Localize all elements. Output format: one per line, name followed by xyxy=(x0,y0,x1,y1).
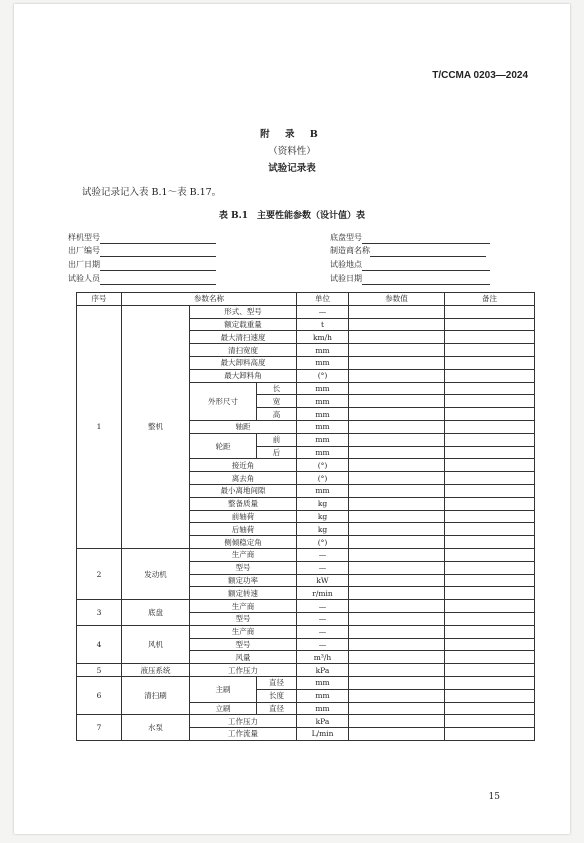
param-unit: t xyxy=(297,318,349,331)
remark-cell[interactable] xyxy=(445,433,535,446)
remark-cell[interactable] xyxy=(445,587,535,600)
param-name: 最大卸料角 xyxy=(190,369,297,382)
subgroup-name: 外形尺寸 xyxy=(190,382,257,420)
param-name: 最大卸料高度 xyxy=(190,356,297,369)
group-name: 底盘 xyxy=(122,600,190,626)
param-name: 直径 xyxy=(257,702,297,715)
remark-cell[interactable] xyxy=(445,318,535,331)
document-page xyxy=(14,4,570,834)
param-unit: mm xyxy=(297,382,349,395)
value-cell[interactable] xyxy=(349,459,445,472)
value-cell[interactable] xyxy=(349,369,445,382)
value-cell[interactable] xyxy=(349,548,445,561)
value-cell[interactable] xyxy=(349,587,445,600)
group-name: 清扫刷 xyxy=(122,676,190,714)
remark-cell[interactable] xyxy=(445,344,535,357)
table-row xyxy=(77,625,535,638)
param-name: 后 xyxy=(257,446,297,459)
remark-cell[interactable] xyxy=(445,395,535,408)
remark-cell[interactable] xyxy=(445,548,535,561)
remark-cell[interactable] xyxy=(445,356,535,369)
param-unit: — xyxy=(297,638,349,651)
param-name: 轴距 xyxy=(190,420,297,433)
value-cell[interactable] xyxy=(349,715,445,728)
value-cell[interactable] xyxy=(349,446,445,459)
remark-cell[interactable] xyxy=(445,676,535,689)
param-unit: mm xyxy=(297,356,349,369)
remark-cell[interactable] xyxy=(445,446,535,459)
remark-cell[interactable] xyxy=(445,574,535,587)
appendix-name: 试验记录表 xyxy=(268,163,316,174)
param-name: 额定载重量 xyxy=(190,318,297,331)
group-no: 7 xyxy=(77,715,122,741)
remark-cell[interactable] xyxy=(445,331,535,344)
appendix-title: 附 录 B xyxy=(260,129,324,140)
value-cell[interactable] xyxy=(349,318,445,331)
value-cell[interactable] xyxy=(349,664,445,677)
param-unit: L/min xyxy=(297,728,349,741)
param-unit: (°) xyxy=(297,459,349,472)
group-no: 6 xyxy=(77,676,122,714)
appendix-nature: （资料性） xyxy=(268,146,316,157)
param-name: 长度 xyxy=(257,689,297,702)
subgroup-name: 轮距 xyxy=(190,433,257,459)
parameter-table xyxy=(76,292,535,741)
param-name: 最大清扫速度 xyxy=(190,331,297,344)
value-cell[interactable] xyxy=(349,638,445,651)
value-cell[interactable] xyxy=(349,408,445,421)
header-value: 参数值 xyxy=(349,293,445,306)
field-line[interactable] xyxy=(362,261,490,271)
param-name: 额定功率 xyxy=(190,574,297,587)
value-cell[interactable] xyxy=(349,728,445,741)
value-cell[interactable] xyxy=(349,536,445,549)
remark-cell[interactable] xyxy=(445,484,535,497)
table-row xyxy=(77,715,535,728)
param-name: 额定转速 xyxy=(190,587,297,600)
param-name: 工作压力 xyxy=(190,664,297,677)
param-name: 型号 xyxy=(190,638,297,651)
remark-cell[interactable] xyxy=(445,369,535,382)
field-line[interactable] xyxy=(362,275,490,285)
param-name: 最小离地间隙 xyxy=(190,484,297,497)
param-name: 高 xyxy=(257,408,297,421)
value-cell[interactable] xyxy=(349,344,445,357)
table-header-row xyxy=(77,293,535,306)
param-unit: (°) xyxy=(297,369,349,382)
table-row xyxy=(77,548,535,561)
param-name: 清扫宽度 xyxy=(190,344,297,357)
value-cell[interactable] xyxy=(349,574,445,587)
field-manufacture-date: 出厂日期 xyxy=(68,259,216,271)
value-cell[interactable] xyxy=(349,382,445,395)
intro-text: 试验记录记入表 B.1～表 B.17。 xyxy=(82,187,222,198)
param-name: 接近角 xyxy=(190,459,297,472)
param-unit: — xyxy=(297,548,349,561)
remark-cell[interactable] xyxy=(445,523,535,536)
param-unit: km/h xyxy=(297,331,349,344)
param-name: 生产商 xyxy=(190,625,297,638)
value-cell[interactable] xyxy=(349,523,445,536)
remark-cell[interactable] xyxy=(445,728,535,741)
param-unit: mm xyxy=(297,676,349,689)
group-name: 液压系统 xyxy=(122,664,190,677)
field-serial-number: 出厂编号 xyxy=(68,245,216,257)
param-unit: — xyxy=(297,600,349,613)
group-no: 5 xyxy=(77,664,122,677)
param-name: 型号 xyxy=(190,612,297,625)
param-name: 风量 xyxy=(190,651,297,664)
param-unit: — xyxy=(297,305,349,318)
field-chassis-model: 底盘型号 xyxy=(330,232,490,244)
param-name: 后轴荷 xyxy=(190,523,297,536)
param-name: 前轴荷 xyxy=(190,510,297,523)
param-unit: kW xyxy=(297,574,349,587)
value-cell[interactable] xyxy=(349,472,445,485)
param-unit: kg xyxy=(297,510,349,523)
table-row xyxy=(77,600,535,613)
value-cell[interactable] xyxy=(349,702,445,715)
field-test-location: 试验地点 xyxy=(330,259,490,271)
remark-cell[interactable] xyxy=(445,612,535,625)
param-unit: mm xyxy=(297,433,349,446)
remark-cell[interactable] xyxy=(445,638,535,651)
param-unit: (°) xyxy=(297,536,349,549)
param-name: 型号 xyxy=(190,561,297,574)
group-no: 3 xyxy=(77,600,122,626)
group-name: 整机 xyxy=(122,305,190,548)
remark-cell[interactable] xyxy=(445,382,535,395)
value-cell[interactable] xyxy=(349,600,445,613)
header-remark: 备注 xyxy=(445,293,535,306)
param-unit: mm xyxy=(297,446,349,459)
param-name: 工作流量 xyxy=(190,728,297,741)
standard-code: T/CCMA 0203—2024 xyxy=(432,70,528,81)
group-name: 水泵 xyxy=(122,715,190,741)
param-unit: kg xyxy=(297,497,349,510)
value-cell[interactable] xyxy=(349,331,445,344)
group-no: 4 xyxy=(77,625,122,663)
value-cell[interactable] xyxy=(349,420,445,433)
remark-cell[interactable] xyxy=(445,536,535,549)
param-name: 前 xyxy=(257,433,297,446)
field-line[interactable] xyxy=(100,247,216,257)
value-cell[interactable] xyxy=(349,305,445,318)
param-unit: kg xyxy=(297,523,349,536)
remark-cell[interactable] xyxy=(445,600,535,613)
value-cell[interactable] xyxy=(349,651,445,664)
param-unit: mm xyxy=(297,408,349,421)
param-unit: — xyxy=(297,625,349,638)
param-unit: kPa xyxy=(297,715,349,728)
header-param-name: 参数名称 xyxy=(122,293,297,306)
param-name: 宽 xyxy=(257,395,297,408)
param-name: 长 xyxy=(257,382,297,395)
param-unit: kPa xyxy=(297,664,349,677)
value-cell[interactable] xyxy=(349,676,445,689)
table-row xyxy=(77,676,535,689)
remark-cell[interactable] xyxy=(445,497,535,510)
param-unit: — xyxy=(297,561,349,574)
field-line[interactable] xyxy=(100,275,216,285)
field-test-date: 试验日期 xyxy=(330,273,490,285)
header-no: 序号 xyxy=(77,293,122,306)
param-unit: (°) xyxy=(297,472,349,485)
remark-cell[interactable] xyxy=(445,420,535,433)
table-row xyxy=(77,664,535,677)
remark-cell[interactable] xyxy=(445,459,535,472)
value-cell[interactable] xyxy=(349,612,445,625)
group-no: 2 xyxy=(77,548,122,599)
param-name: 形式、型号 xyxy=(190,305,297,318)
remark-cell[interactable] xyxy=(445,561,535,574)
field-line[interactable] xyxy=(370,247,486,257)
remark-cell[interactable] xyxy=(445,702,535,715)
table-caption: 表 B.1 主要性能参数（设计值）表 xyxy=(218,211,366,221)
remark-cell[interactable] xyxy=(445,472,535,485)
remark-cell[interactable] xyxy=(445,625,535,638)
value-cell[interactable] xyxy=(349,356,445,369)
header-unit: 单位 xyxy=(297,293,349,306)
value-cell[interactable] xyxy=(349,395,445,408)
param-unit: — xyxy=(297,612,349,625)
group-no: 1 xyxy=(77,305,122,548)
remark-cell[interactable] xyxy=(445,664,535,677)
param-name: 整备质量 xyxy=(190,497,297,510)
value-cell[interactable] xyxy=(349,510,445,523)
field-tester: 试验人员 xyxy=(68,273,216,285)
group-name: 风机 xyxy=(122,625,190,663)
param-unit: m³/h xyxy=(297,651,349,664)
param-unit: mm xyxy=(297,702,349,715)
page-number: 15 xyxy=(488,792,500,802)
param-unit: mm xyxy=(297,395,349,408)
param-name: 生产商 xyxy=(190,548,297,561)
subgroup-name: 主刷 xyxy=(190,676,257,702)
param-unit: mm xyxy=(297,689,349,702)
field-sample-model: 样机型号 xyxy=(68,232,216,244)
field-line[interactable] xyxy=(100,234,216,244)
value-cell[interactable] xyxy=(349,433,445,446)
param-name: 离去角 xyxy=(190,472,297,485)
param-name: 生产商 xyxy=(190,600,297,613)
subgroup-name: 立刷 xyxy=(190,702,257,715)
remark-cell[interactable] xyxy=(445,689,535,702)
field-line[interactable] xyxy=(100,261,216,271)
param-unit: r/min xyxy=(297,587,349,600)
group-name: 发动机 xyxy=(122,548,190,599)
value-cell[interactable] xyxy=(349,625,445,638)
remark-cell[interactable] xyxy=(445,651,535,664)
param-unit: mm xyxy=(297,420,349,433)
remark-cell[interactable] xyxy=(445,305,535,318)
param-name: 工作压力 xyxy=(190,715,297,728)
value-cell[interactable] xyxy=(349,689,445,702)
param-unit: mm xyxy=(297,344,349,357)
field-manufacturer: 制造商名称 xyxy=(330,245,486,257)
value-cell[interactable] xyxy=(349,561,445,574)
table-row xyxy=(77,305,535,318)
remark-cell[interactable] xyxy=(445,715,535,728)
param-name: 直径 xyxy=(257,676,297,689)
remark-cell[interactable] xyxy=(445,408,535,421)
field-line[interactable] xyxy=(362,234,490,244)
value-cell[interactable] xyxy=(349,497,445,510)
param-unit: mm xyxy=(297,484,349,497)
value-cell[interactable] xyxy=(349,484,445,497)
remark-cell[interactable] xyxy=(445,510,535,523)
param-name: 侧倾稳定角 xyxy=(190,536,297,549)
